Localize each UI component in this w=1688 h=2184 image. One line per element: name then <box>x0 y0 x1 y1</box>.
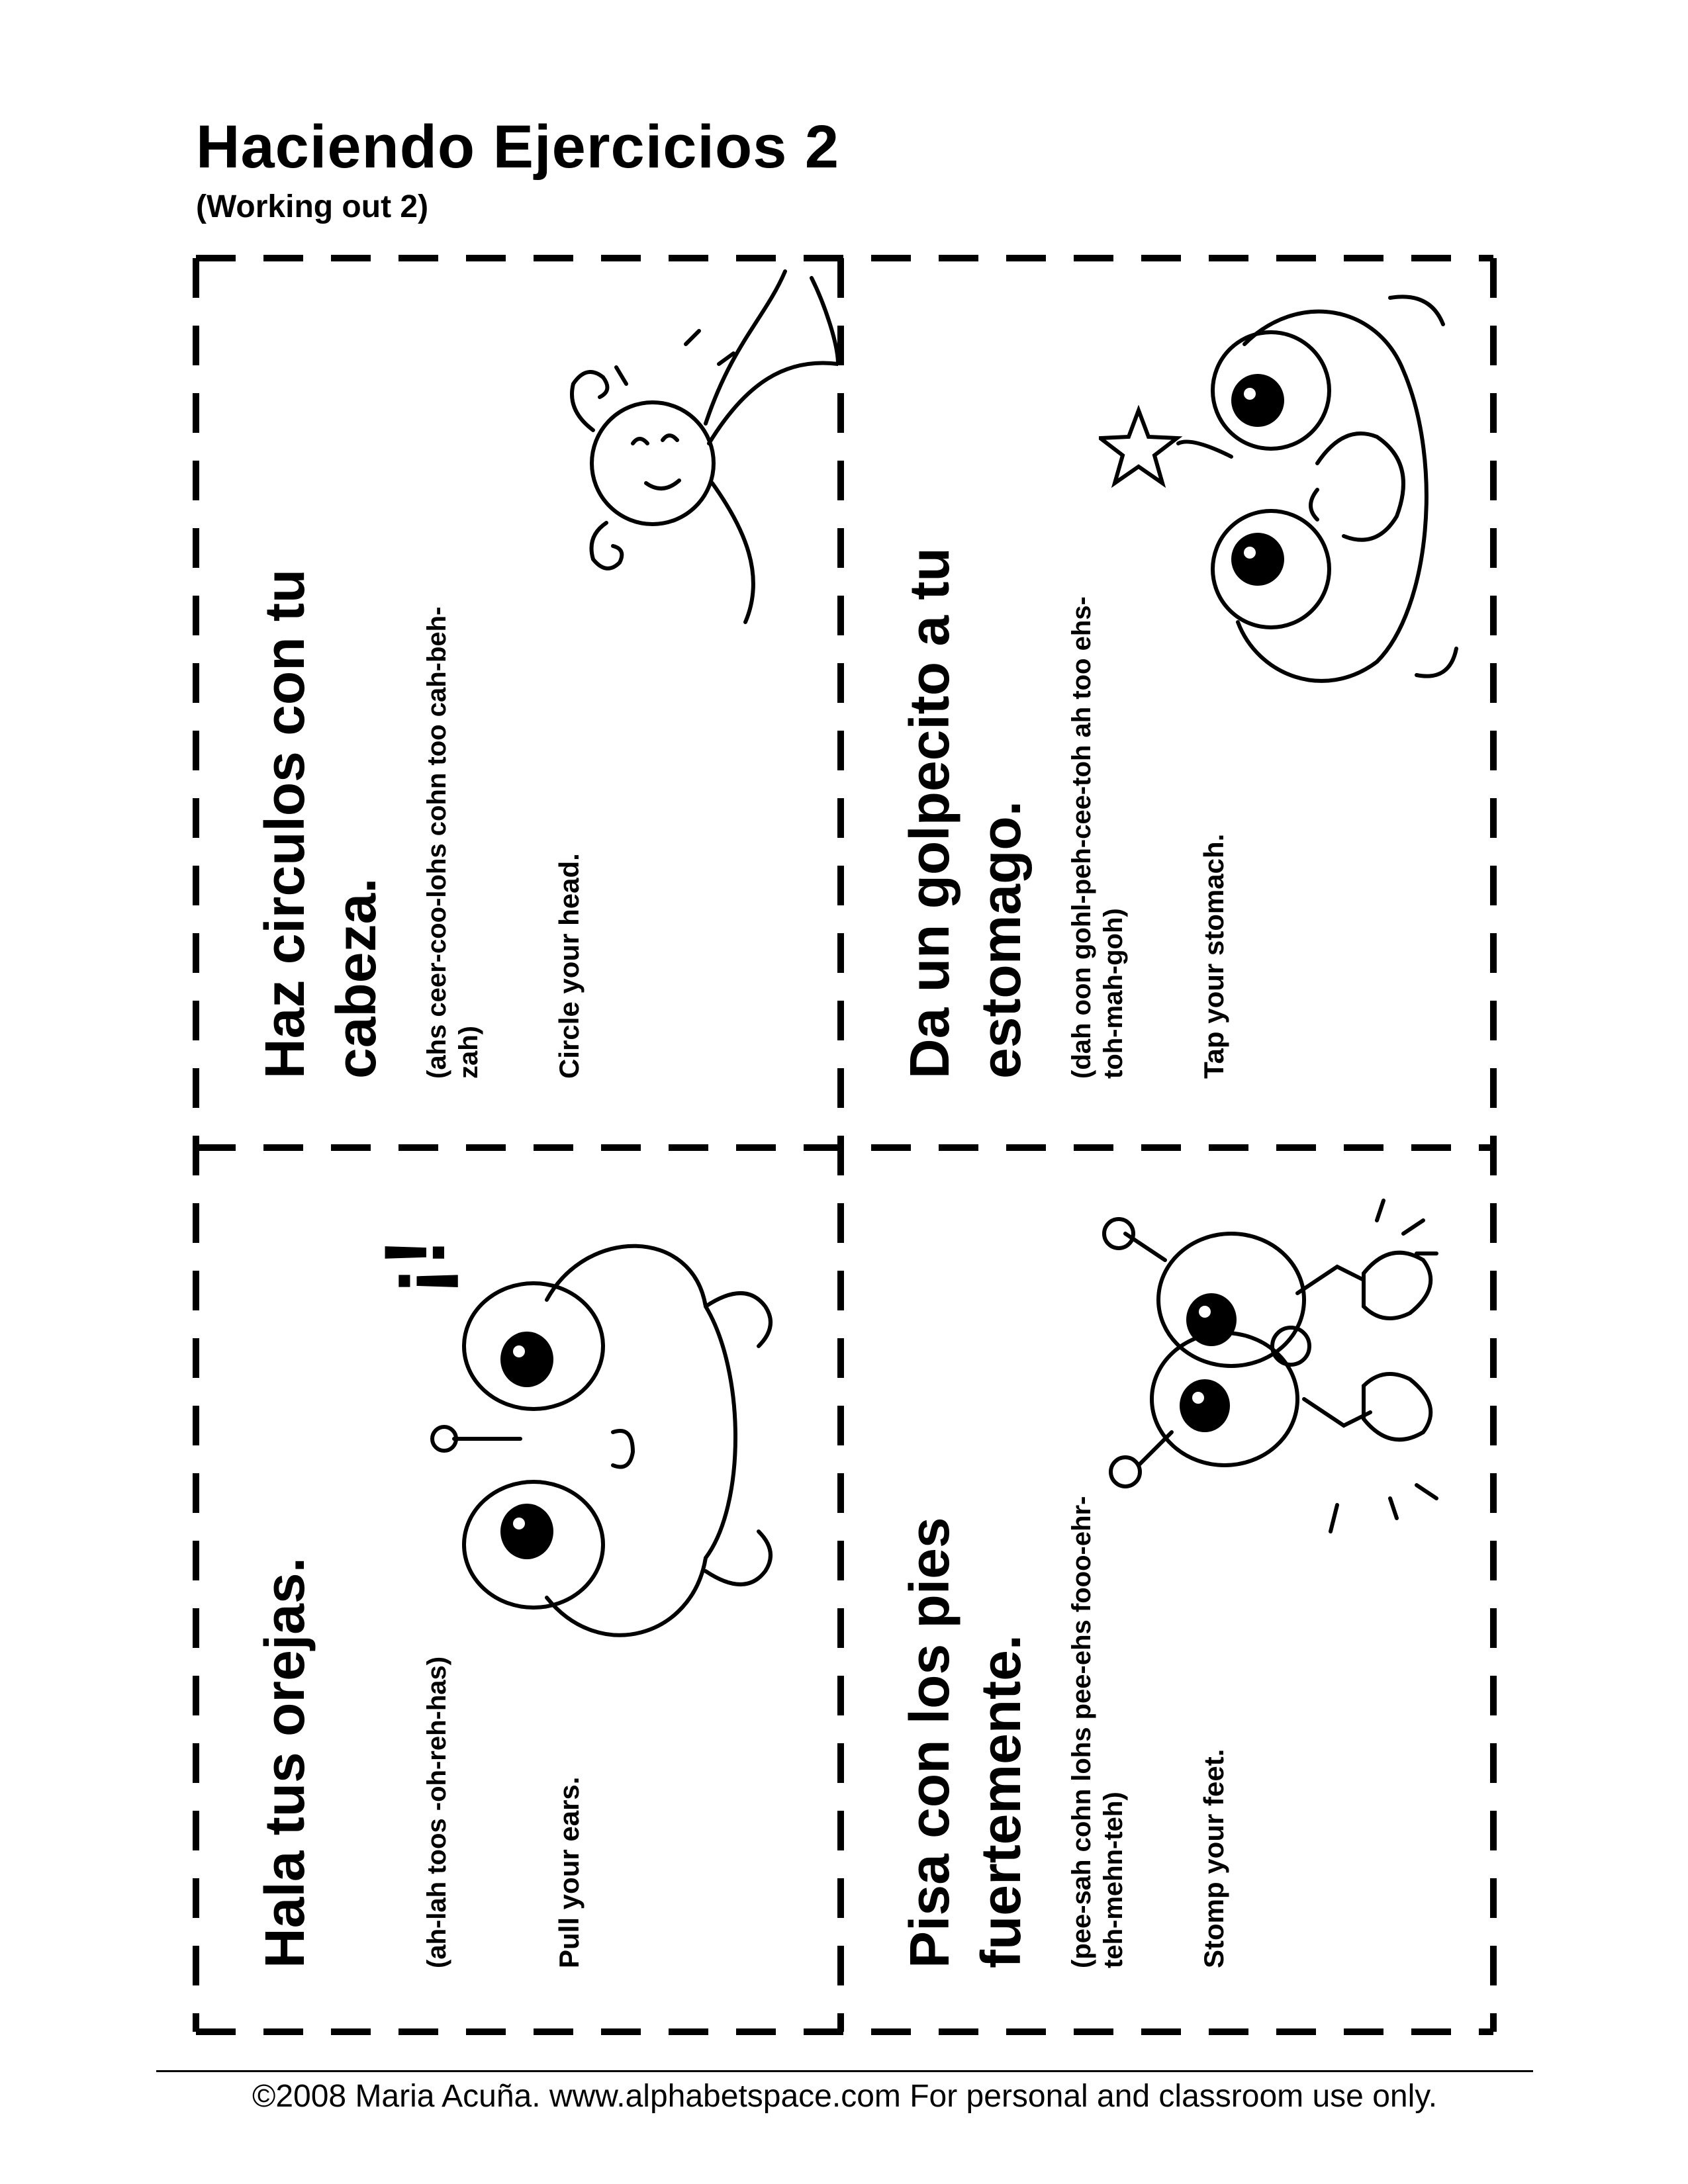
card-pull-ears <box>203 1154 838 2028</box>
footer-copyright: ©2008 Maria Acuña. www.alphabetspace.com For personal and classroom use only. <box>252 2079 1438 2114</box>
card-stomp-feet <box>847 1154 1483 2028</box>
page-title: Haciendo Ejercicios 2 <box>196 113 840 181</box>
page-subtitle: (Working out 2) <box>196 189 429 224</box>
dancing-figure-icon <box>547 265 838 635</box>
round-creature-with-star-wand-icon <box>1099 265 1483 702</box>
card-translation: Stomp your feet. <box>1198 1749 1229 1968</box>
card-tap-stomach <box>847 265 1483 1138</box>
big-eared-creature-icon <box>414 1201 785 1704</box>
footer-divider <box>156 2070 1533 2072</box>
card-heading: Haz circulos con tu cabeza. <box>254 569 387 1079</box>
card-pronunciation: (ah-lah toos -oh-reh-has) <box>422 1656 451 1968</box>
card-translation: Tap your stomach. <box>1198 833 1229 1079</box>
bug-stomping-feet-icon <box>1086 1181 1456 1551</box>
card-circle-head <box>203 265 838 1138</box>
card-pronunciation: (dah oon gohl-peh-cee-toh ah too ehs-toh-mah-goh) <box>1067 596 1128 1079</box>
card-heading: Da un golpecito a tu estomago. <box>898 547 1032 1079</box>
card-translation: Pull your ears. <box>553 1776 585 1968</box>
card-pronunciation: (pee-sah cohn lohs pee-ehs fooo-ehr-teh-mehn-teh) <box>1067 1496 1128 1968</box>
card-heading: Hala tus orejas. <box>254 1557 316 1968</box>
card-pronunciation: (ahs ceer-coo-lohs cohn too cah-beh-zah) <box>422 606 483 1079</box>
exclamation-mark: ¡! <box>366 1238 463 1296</box>
card-heading: Pisa con los pies fuertemente. <box>898 1517 1032 1968</box>
card-translation: Circle your head. <box>553 853 585 1079</box>
